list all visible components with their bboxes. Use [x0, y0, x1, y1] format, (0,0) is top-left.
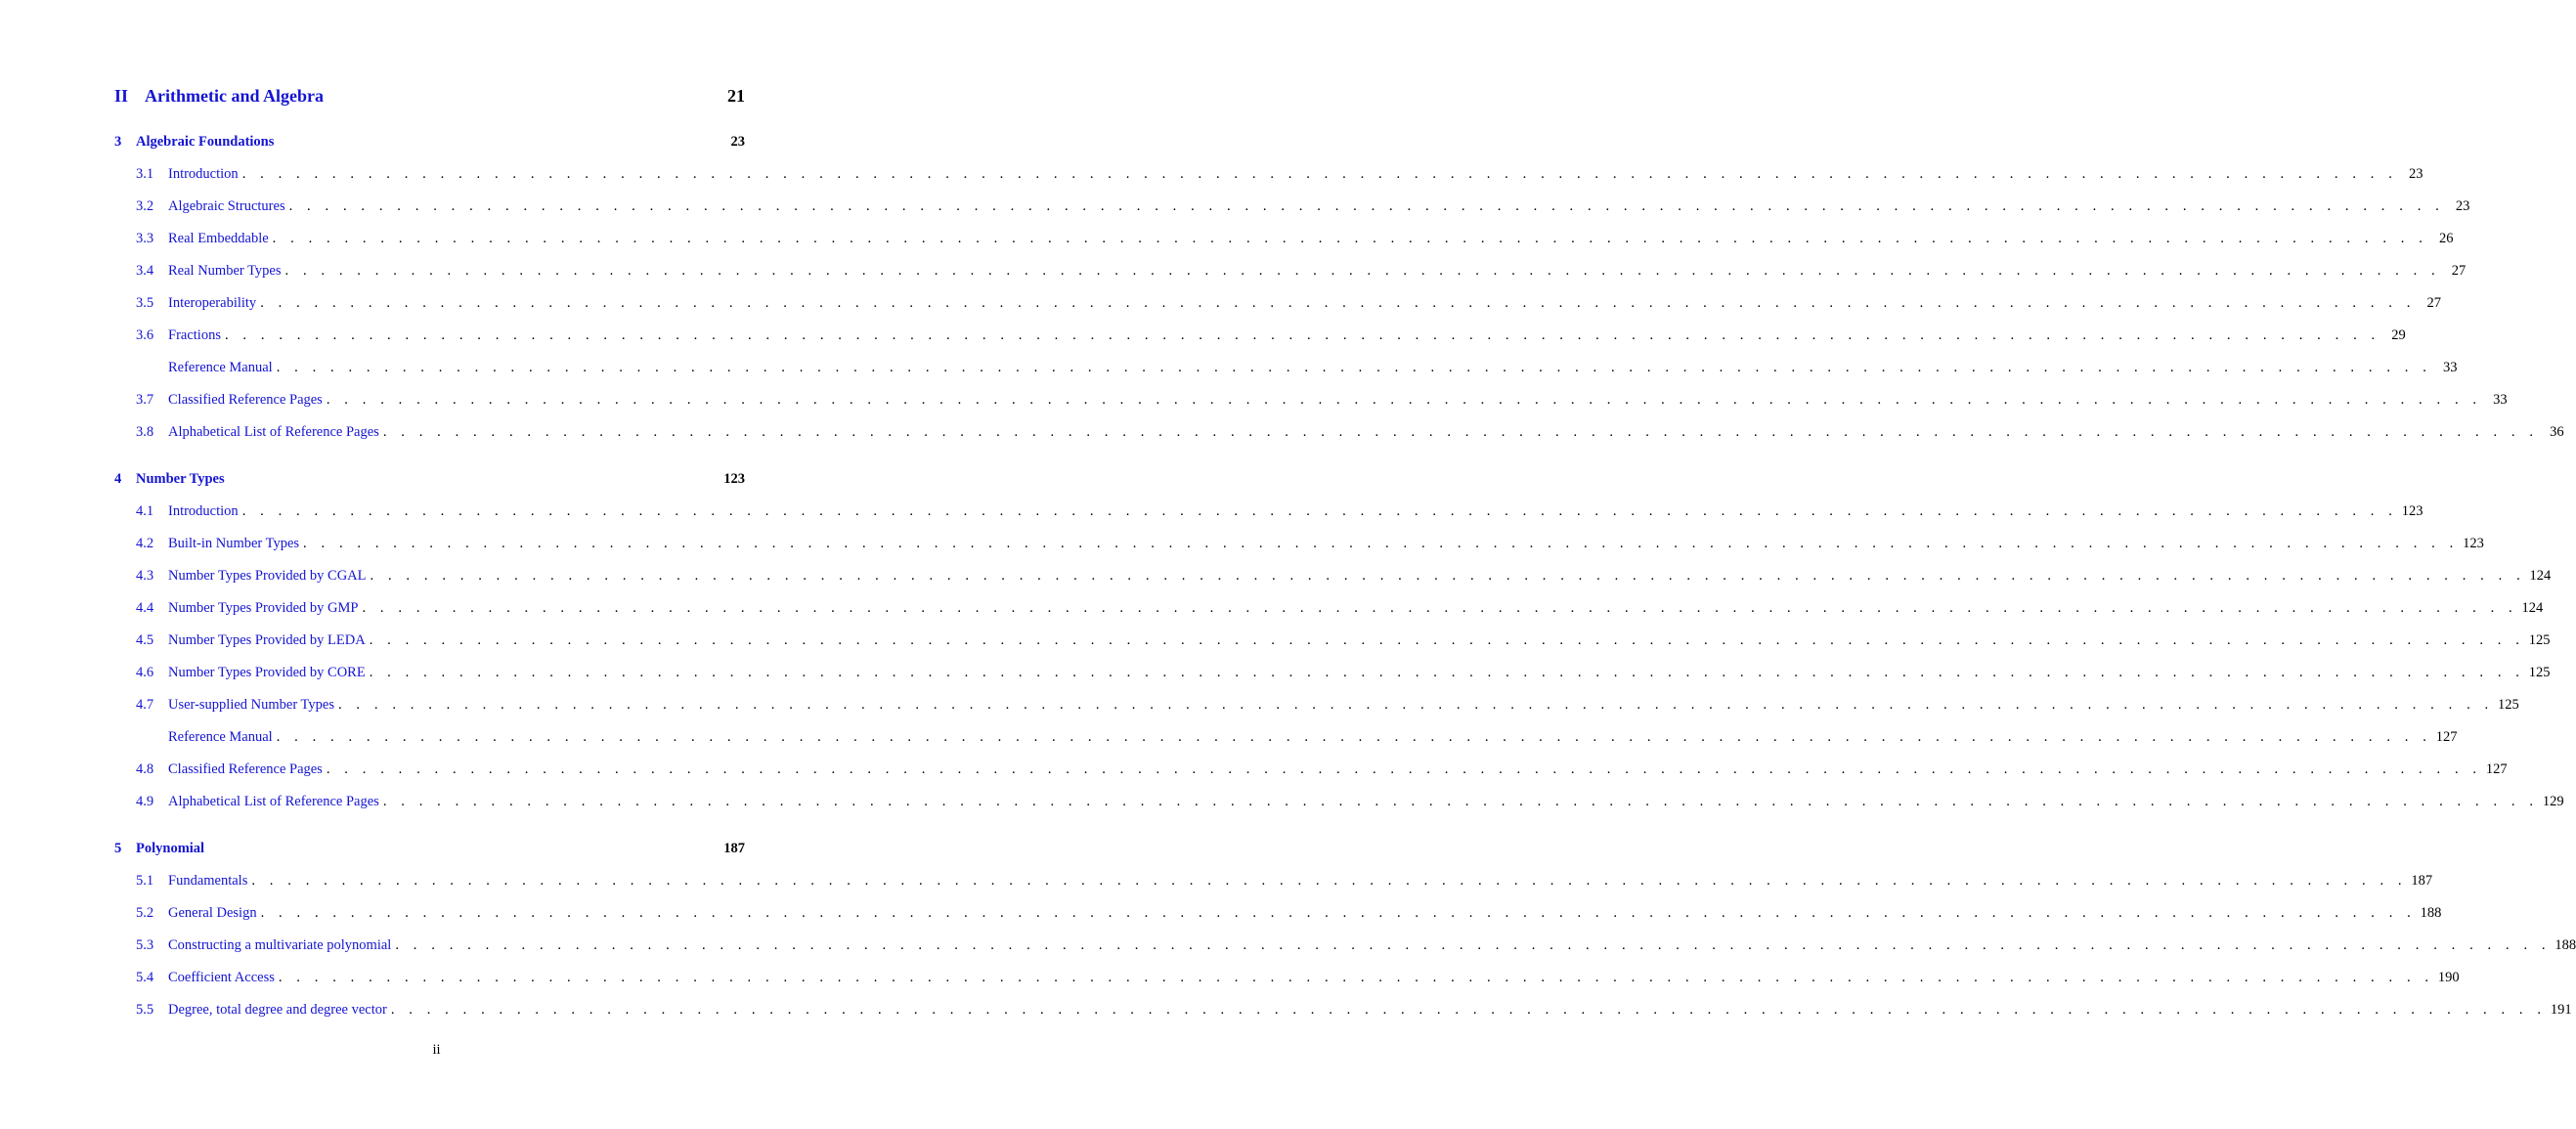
page-footer-number: ii — [432, 1042, 441, 1058]
section-number[interactable]: 3.3 — [136, 231, 154, 246]
dot-leader: . . . . . . . . . . . . . . . . . . . . . . . . . . . . . . . . . . . . . . . . . . . . . . . . . . . . . . . . . . . . . . . . . . . . . . . . . . . . . . . . . . . . . . . . . . . . . . . . . . . . . . . . . . . . . . . . . . . . . . . . — [272, 231, 2428, 246]
dot-leader: . . . . . . . . . . . . . . . . . . . . . . . . . . . . . . . . . . . . . . . . . . . . . . . . . . . . . . . . . . . . . . . . . . . . . . . . . . . . . . . . . . . . . . . . . . . . . . . . . . . . . . . . . . . . . . . . . . . . . . . . — [224, 327, 2380, 343]
part-heading[interactable] — [114, 86, 745, 107]
toc-entry[interactable] — [114, 424, 2564, 456]
toc-entry[interactable] — [114, 937, 2576, 970]
section-page-number: 123 — [2401, 503, 2423, 519]
section-title[interactable]: Number Types Provided by CORE — [168, 665, 366, 680]
dot-leader: . . . . . . . . . . . . . . . . . . . . . . . . . . . . . . . . . . . . . . . . . . . . . . . . . . . . . . . . . . . . . . . . . . . . . . . . . . . . . . . . . . . . . . . . . . . . . . . . . . . . . . . . . . . . . . . . . . . . . . . . — [326, 392, 2482, 408]
section-page-number: 23 — [2408, 166, 2423, 182]
toc-entry[interactable] — [114, 794, 2564, 826]
dot-leader: . . . . . . . . . . . . . . . . . . . . . . . . . . . . . . . . . . . . . . . . . . . . . . . . . . . . . . . . . . . . . . . . . . . . . . . . . . . . . . . . . . . . . . . . . . . . . . . . . . . . . . . . . . . . . . . . . . . . . . . . — [276, 360, 2432, 375]
section-title[interactable]: Introduction — [168, 166, 239, 182]
chapter-heading[interactable] — [114, 134, 745, 166]
section-page-number: 33 — [2493, 392, 2508, 408]
section-page-number: 33 — [2442, 360, 2458, 375]
section-title[interactable]: Introduction — [168, 503, 239, 519]
chapter-heading[interactable] — [114, 841, 745, 873]
toc-entry[interactable] — [114, 327, 2406, 360]
section-title[interactable]: Built-in Number Types — [168, 536, 300, 551]
section-number[interactable]: 5.2 — [136, 905, 154, 921]
toc-entry[interactable] — [114, 231, 2454, 263]
dot-leader: . . . . . . . . . . . . . . . . . . . . . . . . . . . . . . . . . . . . . . . . . . . . . . . . . . . . . . . . . . . . . . . . . . . . . . . . . . . . . . . . . . . . . . . . . . . . . . . . . . . . . . . . . . . . . . . . . . . . . . . . — [382, 424, 2539, 440]
section-title[interactable]: Fundamentals — [168, 873, 248, 889]
section-number[interactable]: 4.3 — [136, 568, 154, 584]
chapter-number[interactable]: 4 — [114, 471, 122, 487]
section-number[interactable]: 5.3 — [136, 937, 154, 953]
dot-leader: . . . . . . . . . . . . . . . . . . . . . . . . . . . . . . . . . . . . . . . . . . . . . . . . . . . . . . . . . . . . . . . . . . . . . . . . . . . . . . . . . . . . . . . . . . . . . . . . . . . . . . . . . . . . . . . . . . . . . . . . — [390, 1002, 2547, 1018]
chapter-title[interactable]: Polynomial — [136, 841, 205, 856]
section-number[interactable]: 4.2 — [136, 536, 154, 551]
section-page-number: 125 — [2528, 632, 2551, 648]
part-number[interactable]: II — [114, 86, 129, 106]
section-title[interactable]: Alphabetical List of Reference Pages — [168, 794, 379, 809]
section-page-number: 127 — [2485, 761, 2508, 777]
section-title[interactable]: Real Embeddable — [168, 231, 269, 246]
toc-entry[interactable] — [114, 905, 2442, 937]
section-page-number: 27 — [2426, 295, 2441, 311]
section-page-number: 127 — [2435, 729, 2458, 745]
section-page-number: 36 — [2550, 424, 2564, 440]
chapter-title[interactable]: Algebraic Foundations — [136, 134, 275, 150]
section-number[interactable]: 5.5 — [136, 1002, 154, 1018]
table-of-contents — [114, 134, 2576, 1034]
dot-leader: . . . . . . . . . . . . . . . . . . . . . . . . . . . . . . . . . . . . . . . . . . . . . . . . . . . . . . . . . . . . . . . . . . . . . . . . . . . . . . . . . . . . . . . . . . . . . . . . . . . . . . . . . . . . . . . . . . . . . . . . — [370, 568, 2526, 584]
section-page-number: 29 — [2391, 327, 2406, 343]
chapter-title[interactable]: Number Types — [136, 471, 225, 487]
chapter-gap — [114, 456, 745, 471]
section-number[interactable]: 5.1 — [136, 873, 154, 889]
dot-leader: . . . . . . . . . . . . . . . . . . . . . . . . . . . . . . . . . . . . . . . . . . . . . . . . . . . . . . . . . . . . . . . . . . . . . . . . . . . . . . . . . . . . . . . . . . . . . . . . . . . . . . . . . . . . . . . . . . . . . . . . — [251, 873, 2408, 889]
section-title[interactable]: Real Number Types — [168, 263, 282, 279]
toc-entry[interactable] — [114, 632, 2551, 665]
chapter-number[interactable]: 3 — [114, 134, 122, 150]
dot-leader: . . . . . . . . . . . . . . . . . . . . . . . . . . . . . . . . . . . . . . . . . . . . . . . . . . . . . . . . . . . . . . . . . . . . . . . . . . . . . . . . . . . . . . . . . . . . . . . . . . . . . . . . . . . . . . . . . . . . . . . . — [288, 198, 2445, 214]
section-title[interactable]: Classified Reference Pages — [168, 761, 323, 777]
section-number[interactable]: 5.4 — [136, 970, 154, 985]
section-title[interactable]: Degree, total degree and degree vector — [168, 1002, 387, 1018]
toc-entry[interactable] — [114, 873, 2433, 905]
dot-leader: . . . . . . . . . . . . . . . . . . . . . . . . . . . . . . . . . . . . . . . . . . . . . . . . . . . . . . . . . . . . . . . . . . . . . . . . . . . . . . . . . . . . . . . . . . . . . . . . . . . . . . . . . . . . . . . . . . . . . . . . — [303, 536, 2459, 551]
section-page-number: 123 — [2463, 536, 2484, 551]
section-title[interactable]: Number Types Provided by LEDA — [168, 632, 366, 648]
section-title[interactable]: General Design — [168, 905, 257, 921]
dot-leader: . . . . . . . . . . . . . . . . . . . . . . . . . . . . . . . . . . . . . . . . . . . . . . . . . . . . . . . . . . . . . . . . . . . . . . . . . . . . . . . . . . . . . . . . . . . . . . . . . . . . . . . . . . . . . . . . . . . . . . . . — [260, 905, 2417, 921]
toc-entry[interactable] — [114, 1002, 2572, 1034]
chapter-number[interactable]: 5 — [114, 841, 122, 856]
toc-entry[interactable] — [114, 665, 2551, 697]
section-number[interactable]: 3.7 — [136, 392, 154, 408]
toc-entry[interactable] — [114, 360, 2458, 392]
section-number[interactable]: 4.7 — [136, 697, 154, 713]
section-number[interactable]: 4.1 — [136, 503, 154, 519]
dot-leader: . . . . . . . . . . . . . . . . . . . . . . . . . . . . . . . . . . . . . . . . . . . . . . . . . . . . . . . . . . . . . . . . . . . . . . . . . . . . . . . . . . . . . . . . . . . . . . . . . . . . . . . . . . . . . . . . . . . . . . . . — [278, 970, 2434, 985]
chapter-page-number: 187 — [723, 841, 745, 856]
section-title[interactable]: Reference Manual — [168, 729, 273, 745]
toc-entry[interactable] — [114, 166, 2423, 198]
dot-leader: . . . . . . . . . . . . . . . . . . . . . . . . . . . . . . . . . . . . . . . . . . . . . . . . . . . . . . . . . . . . . . . . . . . . . . . . . . . . . . . . . . . . . . . . . . . . . . . . . . . . . . . . . . . . . . . . . . . . . . . . — [395, 937, 2552, 953]
section-title[interactable]: Alphabetical List of Reference Pages — [168, 424, 379, 440]
section-number[interactable]: 3.5 — [136, 295, 154, 311]
chapter-heading[interactable] — [114, 471, 745, 503]
toc-entry[interactable] — [114, 536, 2484, 568]
section-page-number: 23 — [2455, 198, 2470, 214]
section-page-number: 188 — [2554, 937, 2576, 953]
dot-leader: . . . . . . . . . . . . . . . . . . . . . . . . . . . . . . . . . . . . . . . . . . . . . . . . . . . . . . . . . . . . . . . . . . . . . . . . . . . . . . . . . . . . . . . . . . . . . . . . . . . . . . . . . . . . . . . . . . . . . . . . — [326, 761, 2482, 777]
toc-entry[interactable] — [114, 697, 2519, 729]
section-title[interactable]: Fractions — [168, 327, 221, 343]
toc-entry[interactable] — [114, 568, 2552, 600]
section-number[interactable]: 3.8 — [136, 424, 154, 440]
section-number[interactable]: 3.6 — [136, 327, 154, 343]
section-number[interactable]: 3.4 — [136, 263, 154, 279]
section-page-number: 188 — [2420, 905, 2442, 921]
dot-leader: . . . . . . . . . . . . . . . . . . . . . . . . . . . . . . . . . . . . . . . . . . . . . . . . . . . . . . . . . . . . . . . . . . . . . . . . . . . . . . . . . . . . . . . . . . . . . . . . . . . . . . . . . . . . . . . . . . . . . . . . — [369, 632, 2525, 648]
section-page-number: 187 — [2411, 873, 2433, 889]
section-title[interactable]: Number Types Provided by GMP — [168, 600, 359, 616]
section-title[interactable]: Number Types Provided by CGAL — [168, 568, 367, 584]
chapter-gap — [114, 826, 745, 841]
dot-leader: . . . . . . . . . . . . . . . . . . . . . . . . . . . . . . . . . . . . . . . . . . . . . . . . . . . . . . . . . . . . . . . . . . . . . . . . . . . . . . . . . . . . . . . . . . . . . . . . . . . . . . . . . . . . . . . . . . . . . . . . — [369, 665, 2525, 680]
section-page-number: 190 — [2437, 970, 2460, 985]
section-page-number: 125 — [2528, 665, 2551, 680]
section-number[interactable]: 4.4 — [136, 600, 154, 616]
dot-leader: . . . . . . . . . . . . . . . . . . . . . . . . . . . . . . . . . . . . . . . . . . . . . . . . . . . . . . . . . . . . . . . . . . . . . . . . . . . . . . . . . . . . . . . . . . . . . . . . . . . . . . . . . . . . . . . . . . . . . . . . — [362, 600, 2518, 616]
chapter-page-number: 123 — [723, 471, 745, 487]
section-page-number: 125 — [2498, 697, 2519, 713]
toc-entry[interactable] — [114, 263, 2467, 295]
section-number[interactable]: 4.5 — [136, 632, 154, 648]
section-number[interactable]: 3.1 — [136, 166, 154, 182]
section-page-number: 26 — [2438, 231, 2454, 246]
section-title[interactable]: Constructing a multivariate polynomial — [168, 937, 392, 953]
section-number[interactable]: 3.2 — [136, 198, 154, 214]
dot-leader: . . . . . . . . . . . . . . . . . . . . . . . . . . . . . . . . . . . . . . . . . . . . . . . . . . . . . . . . . . . . . . . . . . . . . . . . . . . . . . . . . . . . . . . . . . . . . . . . . . . . . . . . . . . . . . . . . . . . . . . . — [241, 166, 2398, 182]
dot-leader: . . . . . . . . . . . . . . . . . . . . . . . . . . . . . . . . . . . . . . . . . . . . . . . . . . . . . . . . . . . . . . . . . . . . . . . . . . . . . . . . . . . . . . . . . . . . . . . . . . . . . . . . . . . . . . . . . . . . . . . . — [260, 295, 2416, 311]
section-title[interactable]: Reference Manual — [168, 360, 273, 375]
section-title[interactable]: User-supplied Number Types — [168, 697, 334, 713]
toc-entry[interactable] — [114, 503, 2423, 536]
part-page-number: 21 — [727, 86, 745, 106]
part-title[interactable]: Arithmetic and Algebra — [145, 86, 324, 106]
toc-entry[interactable] — [114, 392, 2508, 424]
dot-leader: . . . . . . . . . . . . . . . . . . . . . . . . . . . . . . . . . . . . . . . . . . . . . . . . . . . . . . . . . . . . . . . . . . . . . . . . . . . . . . . . . . . . . . . . . . . . . . . . . . . . . . . . . . . . . . . . . . . . . . . . — [276, 729, 2432, 745]
toc-entry[interactable] — [114, 295, 2441, 327]
toc-entry[interactable] — [114, 198, 2470, 231]
dot-leader: . . . . . . . . . . . . . . . . . . . . . . . . . . . . . . . . . . . . . . . . . . . . . . . . . . . . . . . . . . . . . . . . . . . . . . . . . . . . . . . . . . . . . . . . . . . . . . . . . . . . . . . . . . . . . . . . . . . . . . . . — [241, 503, 2398, 519]
toc-entry[interactable] — [114, 729, 2458, 761]
section-number[interactable]: 4.8 — [136, 761, 154, 777]
section-title[interactable]: Coefficient Access — [168, 970, 275, 985]
section-title[interactable]: Interoperability — [168, 295, 257, 311]
section-page-number: 124 — [2521, 600, 2544, 616]
toc-entry[interactable] — [114, 600, 2544, 632]
section-title[interactable]: Classified Reference Pages — [168, 392, 323, 408]
section-number[interactable]: 4.6 — [136, 665, 154, 680]
dot-leader: . . . . . . . . . . . . . . . . . . . . . . . . . . . . . . . . . . . . . . . . . . . . . . . . . . . . . . . . . . . . . . . . . . . . . . . . . . . . . . . . . . . . . . . . . . . . . . . . . . . . . . . . . . . . . . . . . . . . . . . . — [382, 794, 2539, 809]
dot-leader: . . . . . . . . . . . . . . . . . . . . . . . . . . . . . . . . . . . . . . . . . . . . . . . . . . . . . . . . . . . . . . . . . . . . . . . . . . . . . . . . . . . . . . . . . . . . . . . . . . . . . . . . . . . . . . . . . . . . . . . . — [284, 263, 2441, 279]
dot-leader: . . . . . . . . . . . . . . . . . . . . . . . . . . . . . . . . . . . . . . . . . . . . . . . . . . . . . . . . . . . . . . . . . . . . . . . . . . . . . . . . . . . . . . . . . . . . . . . . . . . . . . . . . . . . . . . . . . . . . . . . — [337, 697, 2494, 713]
section-page-number: 191 — [2550, 1002, 2572, 1018]
section-page-number: 124 — [2529, 568, 2552, 584]
section-page-number: 129 — [2542, 794, 2564, 809]
chapter-page-number: 23 — [730, 134, 745, 150]
toc-entry[interactable] — [114, 970, 2460, 1002]
section-page-number: 27 — [2451, 263, 2467, 279]
section-title[interactable]: Algebraic Structures — [168, 198, 285, 214]
section-number[interactable]: 4.9 — [136, 794, 154, 809]
toc-entry[interactable] — [114, 761, 2508, 794]
